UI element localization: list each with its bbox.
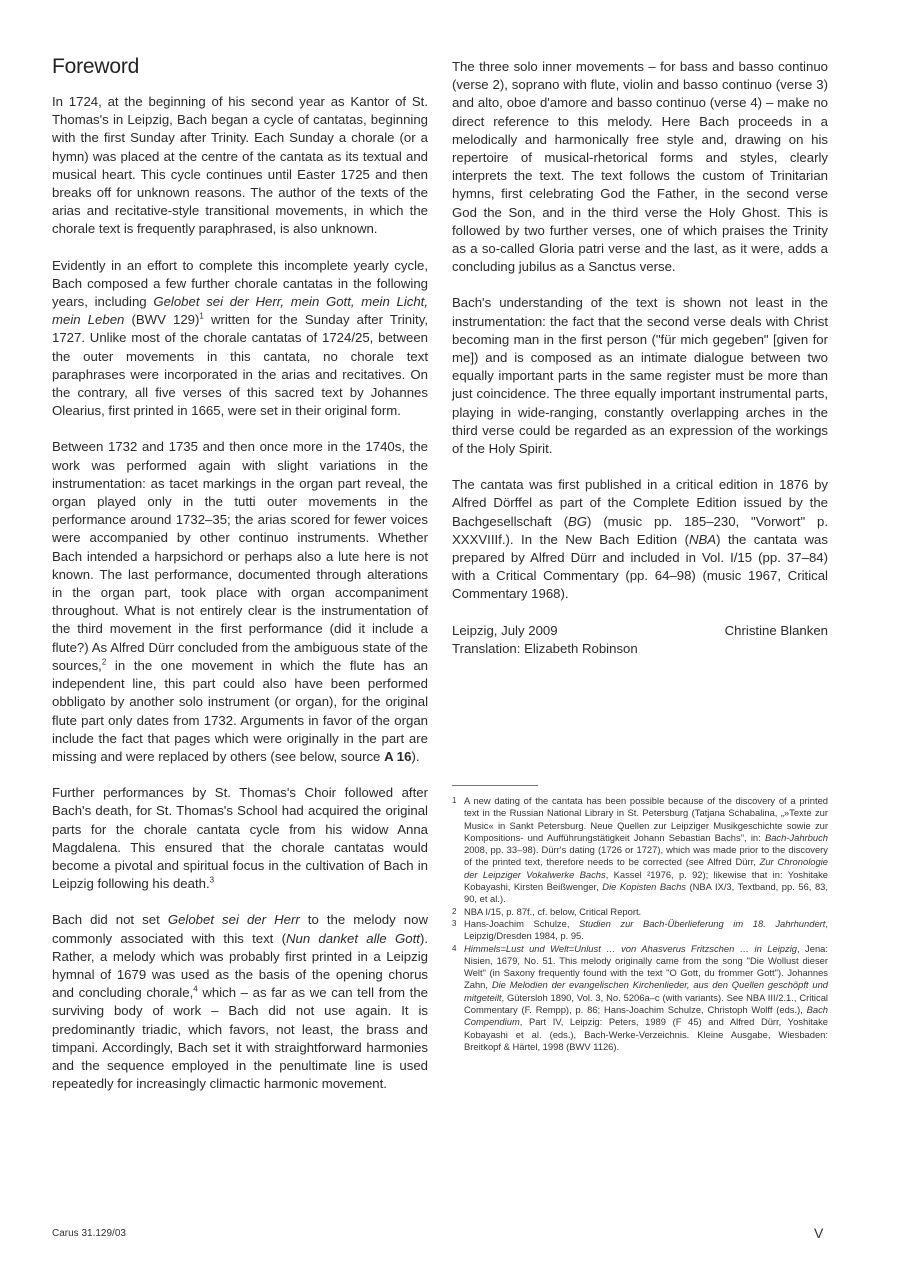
footnote-number: 2 [452,906,457,916]
place-date: Leipzig, July 2009 [452,622,558,638]
footnote [452,918,828,943]
footnote-rule [452,785,538,786]
paragraph-8: The cantata was first published in a critical edition in 1876 by Alfred Dörffel as part of the Complete Edition issued by the Bachgesellschaft (BG) (music pp. 185–230, "Vorwort" p. XXXVIIIf.). In the New Bach Edition (NBA) the cantata was prepared by Alfred Dürr and included in Vol. I/15 (pp. 37–84) with a Critical Commentary (pp. 64–98) (music 1967, Critical Commentary 1968). [452,477,828,602]
footnote-number: 4 [452,943,457,953]
signature-line [452,622,828,640]
footnote-text: NBA I/15, p. 87f., cf. below, Critical Report. [464,905,642,917]
footnote-number: 3 [452,918,457,928]
translator-credit: Translation: Elizabeth Robinson [452,640,638,656]
paragraph-2: Evidently in an effort to complete this incomplete yearly cycle, Bach composed a few further chorale cantatas in the following years, including Gelobet sei der Herr, mein Gott, mein Licht, mein Leben (BWV 129)$^1$ written for the Sunday after Trinity, 1727. Unlike most of the chorale cantatas of 1724/25, between the outer movements in this cantata, no chorale text paraphrases were incorporated in the arias and recitatives. On the contrary, all five verses of this sacred text by Johannes Olearius, first printed in 1665, were set in their original form. [52,257,429,419]
page-title: Foreword [52,55,140,78]
footnote [452,943,828,1054]
paragraph-1: In 1724, at the beginning of his second year as Kantor of St. Thomas's in Leipzig, Bach began a cycle of cantatas, beginning with the first Sunday after Trinity. Each Sunday a chorale (or a hymn) was placed at the centre of the cantata as its textual and musical heart. This cycle continues until Easter 1725 and then breaks off for unknown reasons. The author of the texts of the arias and recitative-style transitional movements, in which the chorale text is frequently paraphrased, is also unknown. [52,94,428,237]
left-column [52,55,428,1093]
page-number: V [814,1225,824,1241]
catalog-number: Carus 31.129/03 [52,1228,126,1239]
footnote [452,906,828,918]
footnote [452,795,828,906]
footnote-text: Hans-Joachim Schulze, Studien zur Bach-Überlieferung im 18. Jahrhundert, Leipzig/Dresden 1984, p. 95. [464,917,828,942]
paragraph-4: Further performances by St. Thomas's Choir followed after Bach's death, for St. Thomas's School had acquired the original parts for the chorale cantata cycle from his widow Anna Magdalena. This ensured that the chorale cantatas would become a pivotal and spiritual focus in the cultivation of Bach in Leipzig following his death.$^3$ [52,785,428,892]
paragraph-3: Between 1732 and 1735 and then once more in the 1740s, the work was performed again with slight variations in the instrumentation: as tacet markings in the organ part reveal, the organ played only in the tutti outer movements in the performance around 1732–35; the arias scored for fewer voices were accompanied by other continuo instruments. Whether Bach intended a harpsichord or perhaps also a lute here is not known. The last performance, documented through alterations in the organ part, took place with organ accompaniment throughout. What is not entirely clear is the instrumentation of the third movement in the first performance (did it include a flute?) As Alfred Dürr concluded from the ambiguous state of the sources,$^2$ in the one movement in which the flute has an independent line, this part could also have been performed obbligato by another solo instrument (or organ), for the original flute part only dates from 1732. Arguments in favor of the organ include the fact that pages which were originally in the part are missing and were replaced by others (see below, source A 16). [52,439,428,764]
author-name: Christine Blanken [724,622,828,638]
footnote-number: 1 [452,796,457,805]
paragraph-7: Bach's understanding of the text is shown not least in the instrumentation: the fact that the second verse deals with Christ becoming man in the first person ("für mich gegeben" [given for me]) and is composed as an intimate dialogue between two equally important parts in the same register must be more than just coincidence. The three equally important instrumental parts, playing in wide-ranging, constantly overlapping arches in the third verse could be regarded as an expression of the workings of the Holy Spirit. [452,295,828,457]
footnote-list [452,795,828,1053]
footnote-text: Himmels=Lust und Welt=Unlust … von Ahasverus Fritzschen … in Leipzig, Jena: Nisien, 1679, No. 51. This melody originally came from the song "Die Wollust dieser Welt" (in Saxony frequently found with the text "O Gott, du frommer Gott"). Johannes Zahn, Die Melodien der evangelischen Kirchenlieder, aus den Quellen geschöpft und mitgeteilt, Gütersloh 1890, Vol. 3, No. 5206a–c (with variants). See NBA III/2.1., Critical Commentary (F. Rempp), p. 86; Hans-Joachim Schulze, Christoph Wolff (eds.), Bach Compendium, Part IV, Leipzig: Peters, 1989 (F 45) and Alfred Dürr, Yoshitake Kobayashi et al. (eds.), Bach-Werke-Verzeichnis. Kleine Ausgabe, Wiesbaden: Breitkopf & Härtel, 1998 (BWV 1126). [464,942,829,1052]
footnotes [452,785,828,1053]
paragraph-5: Bach did not set Gelobet sei der Herr to the melody now commonly associated with this text (Nun danket alle Gott). Rather, a melody which was probably first printed in a Leipzig hymnal of 1679 was used as the basis of the opening chorus and concluding chorale,$^4$ which – as far as we can tell from the surviving body of work – Bach did not use again. It is predominantly triadic, which favors, not least, the brass and timpani. Accordingly, Bach set it with straightforward harmonies and the sequence employed in the penultimate line is used repeatedly for increasingly climactic harmonic movement. [52,912,428,1092]
paragraph-6: The three solo inner movements – for bass and basso continuo (verse 2), soprano with flute, violin and basso continuo (verse 3) and alto, oboe d'amore and basso continuo (verse 4) – make no direct reference to this melody. Here Bach proceeds in a melodically and harmonically free style and, drawing on his repertoire of musical-rhetorical forms and styles, clearly interprets the text. The text follows the custom of Trinitarian hymns, first celebrating God the Father, in the second verse God the Son, and in the third verse the Holy Ghost. This is followed by two further verses, one of which praises the Trinity as a so-called Gloria patri verse and the last, as it were, adds a concluding jubilus as a Sanctus verse. [452,59,828,275]
footnote-text: A new dating of the cantata has been possible because of the discovery of a printed text in the Russian National Library in St. Petersburg (Tatjana Schabalina, „»Texte zur Music« in Sankt Petersburg. Neue Quellen zur Leipziger Musikgeschichte sowie zur Kompositions- und Aufführungstätigkeit Johann Sebastian Bachs", in: Bach-Jahrbuch 2008, pp. 33–98). Dürr's dating (1726 or 1727), which was made prior to the discovery of the printed text, therefore needs to be corrected (see Alfred Dürr, Zur Chronologie der Leipziger Vokalwerke Bachs, Kassel ²1976, p. 92); likewise that in: Yoshitake Kobayashi, Kirsten Beißwenger, Die Kopisten Bachs (NBA IX/3, Textband, pp. 56, 83, 90, et al.). [464,795,828,905]
right-column [452,58,828,658]
